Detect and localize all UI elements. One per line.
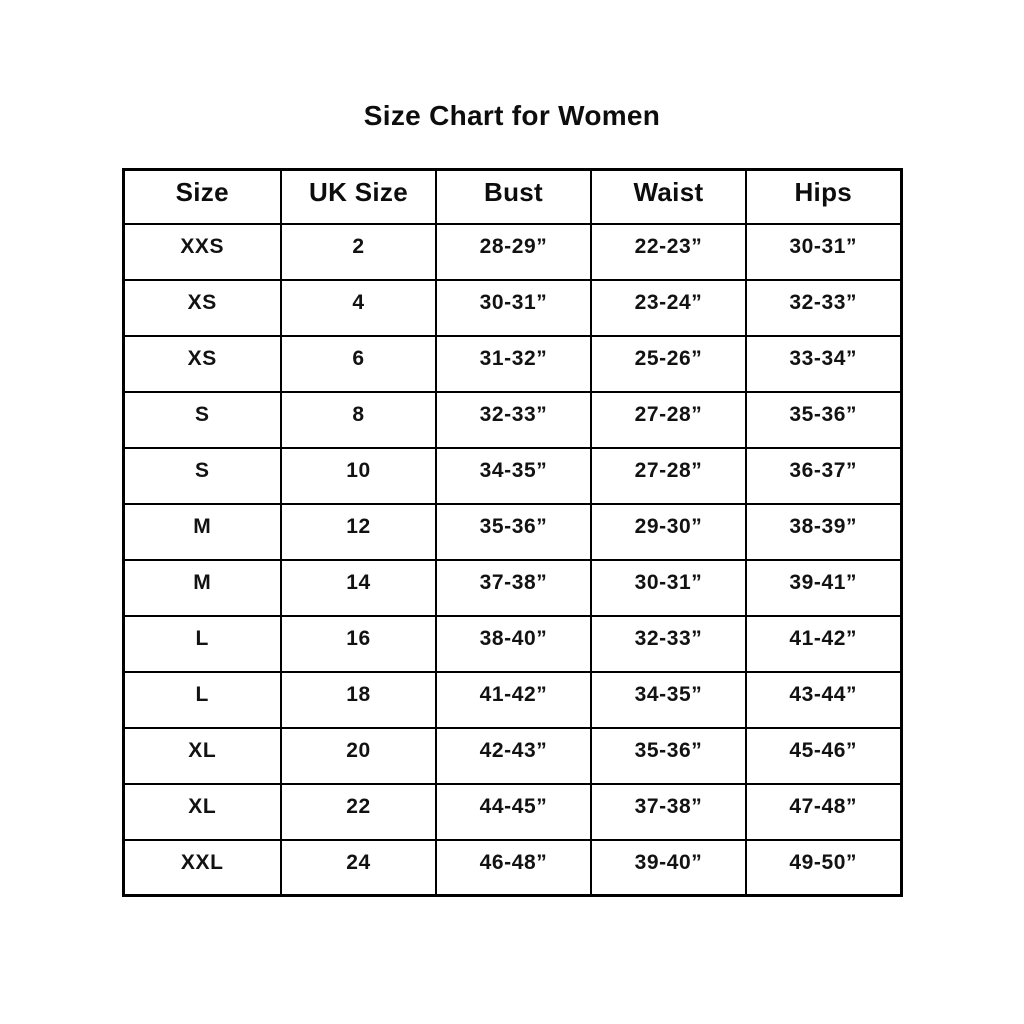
table-cell: 32-33” [436, 392, 591, 448]
table-row [123, 280, 901, 336]
table-cell: 8 [281, 392, 436, 448]
table-row [123, 336, 901, 392]
table-cell: M [123, 504, 281, 560]
page-title: Size Chart for Women [363, 100, 661, 131]
table-cell: 30-31” [436, 280, 591, 336]
table-cell: 27-28” [591, 448, 746, 504]
table-cell: 39-41” [746, 560, 901, 616]
table-cell: XS [123, 280, 281, 336]
table-row [123, 560, 901, 616]
table-cell: 35-36” [436, 504, 591, 560]
table-cell: 36-37” [746, 448, 901, 504]
table-cell: 38-40” [436, 616, 591, 672]
table-body [123, 224, 901, 896]
table-cell: 28-29” [436, 224, 591, 280]
table-cell: 38-39” [746, 504, 901, 560]
table-cell: 16 [281, 616, 436, 672]
table-cell: 32-33” [746, 280, 901, 336]
table-cell: 43-44” [746, 672, 901, 728]
table-cell: XL [123, 728, 281, 784]
table-cell: 41-42” [436, 672, 591, 728]
table-row [123, 840, 901, 896]
table-row [123, 392, 901, 448]
table-header-row [123, 170, 901, 224]
table-cell: 30-31” [746, 224, 901, 280]
table-cell: 23-24” [591, 280, 746, 336]
table-cell: 34-35” [591, 672, 746, 728]
table-cell: 31-32” [436, 336, 591, 392]
table-cell: XXS [123, 224, 281, 280]
table-cell: 41-42” [746, 616, 901, 672]
table-row [123, 504, 901, 560]
table-row [123, 224, 901, 280]
table-row [123, 784, 901, 840]
column-header-size: Size [123, 170, 281, 224]
table-cell: 6 [281, 336, 436, 392]
table-cell: 22-23” [591, 224, 746, 280]
table-cell: L [123, 672, 281, 728]
table-cell: 33-34” [746, 336, 901, 392]
table-cell: L [123, 616, 281, 672]
table-cell: 47-48” [746, 784, 901, 840]
column-header-uk-size: UK Size [281, 170, 436, 224]
table-row [123, 728, 901, 784]
table-cell: 37-38” [436, 560, 591, 616]
table-cell: 14 [281, 560, 436, 616]
table-cell: 45-46” [746, 728, 901, 784]
table-cell: 10 [281, 448, 436, 504]
table-row [123, 616, 901, 672]
table-cell: S [123, 448, 281, 504]
table-cell: 12 [281, 504, 436, 560]
table-cell: 20 [281, 728, 436, 784]
table-cell: 2 [281, 224, 436, 280]
table-cell: 18 [281, 672, 436, 728]
table-cell: 32-33” [591, 616, 746, 672]
size-chart-table [122, 168, 903, 897]
table-cell: 25-26” [591, 336, 746, 392]
table-cell: 29-30” [591, 504, 746, 560]
column-header-bust: Bust [436, 170, 591, 224]
table-cell: 34-35” [436, 448, 591, 504]
table-cell: S [123, 392, 281, 448]
table-cell: XXL [123, 840, 281, 896]
table-cell: 4 [281, 280, 436, 336]
table-cell: 35-36” [591, 728, 746, 784]
table-cell: 37-38” [591, 784, 746, 840]
table-cell: 42-43” [436, 728, 591, 784]
table-row [123, 448, 901, 504]
table-cell: 24 [281, 840, 436, 896]
table-cell: XS [123, 336, 281, 392]
table-header [123, 170, 901, 224]
table-cell: 30-31” [591, 560, 746, 616]
table-cell: 39-40” [591, 840, 746, 896]
column-header-waist: Waist [591, 170, 746, 224]
column-header-hips: Hips [746, 170, 901, 224]
table-cell: 44-45” [436, 784, 591, 840]
table-cell: M [123, 560, 281, 616]
table-cell: 49-50” [746, 840, 901, 896]
table-cell: 27-28” [591, 392, 746, 448]
table-cell: 46-48” [436, 840, 591, 896]
table-cell: 35-36” [746, 392, 901, 448]
table-row [123, 672, 901, 728]
table-cell: XL [123, 784, 281, 840]
table-cell: 22 [281, 784, 436, 840]
